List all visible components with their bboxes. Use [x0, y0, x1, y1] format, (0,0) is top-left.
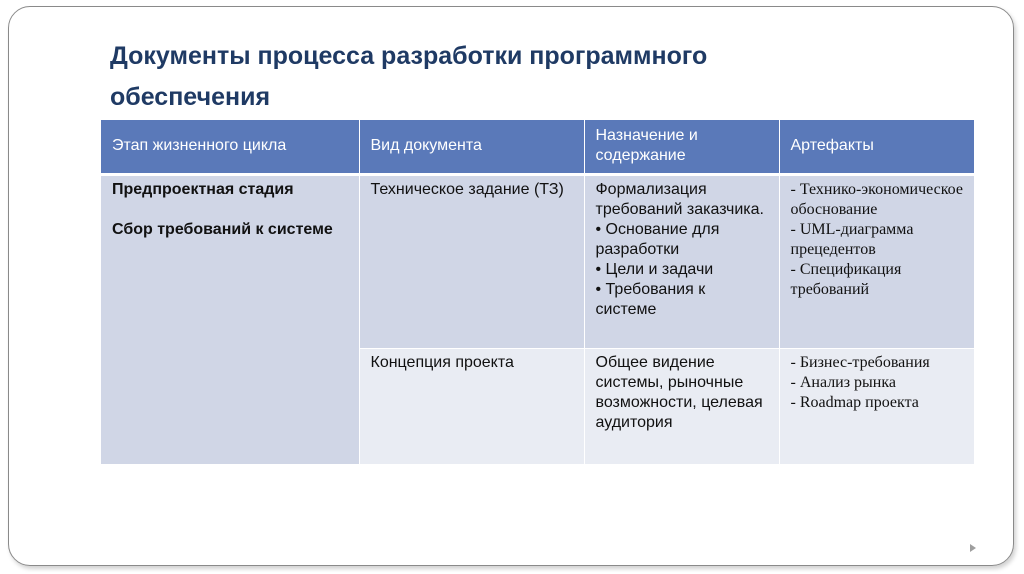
- purpose-line: • Требования к системе: [595, 280, 706, 318]
- header-purpose-content: Назначение и содержание: [584, 120, 779, 174]
- header-artifacts: Артефакты: [779, 120, 974, 174]
- purpose-line: • Основание для разработки: [595, 220, 720, 258]
- purpose-cell: [584, 174, 779, 348]
- header-document-type: Вид документа: [359, 120, 584, 174]
- document-type-cell: Концепция проекта: [359, 348, 584, 464]
- artifact-item: - Roadmap проекта: [790, 393, 919, 411]
- documents-table: [101, 120, 974, 465]
- next-slide-arrow-icon: [970, 544, 976, 552]
- purpose-line: Общее видение системы, рыночные возможности, целевая аудитория: [595, 353, 763, 431]
- purpose-cell: [584, 348, 779, 464]
- artifacts-cell: [779, 174, 974, 348]
- stage-name: Предпроектная стадия: [112, 180, 294, 198]
- purpose-line: • Цели и задачи: [595, 260, 714, 278]
- artifact-item: - Спецификация требований: [790, 260, 902, 298]
- stage-cell: [101, 174, 359, 464]
- purpose-line: Формализация требований заказчика.: [595, 180, 764, 218]
- artifact-item: - Анализ рынка: [790, 373, 896, 391]
- artifacts-cell: [779, 348, 974, 464]
- artifact-item: - Технико-экономическое обоснование: [790, 180, 963, 218]
- slide-title: Документы процесса разработки программного обеспечения: [110, 42, 708, 111]
- artifact-item: - UML-диаграмма прецедентов: [790, 220, 914, 258]
- stage-substage: Сбор требований к системе: [112, 220, 333, 238]
- artifact-item: - Бизнес-требования: [790, 353, 930, 371]
- document-type-cell: Техническое задание (ТЗ): [359, 174, 584, 348]
- table-header-row: [101, 120, 974, 174]
- header-lifecycle-stage: Этап жизненного цикла: [101, 120, 359, 174]
- table-row: [101, 174, 974, 348]
